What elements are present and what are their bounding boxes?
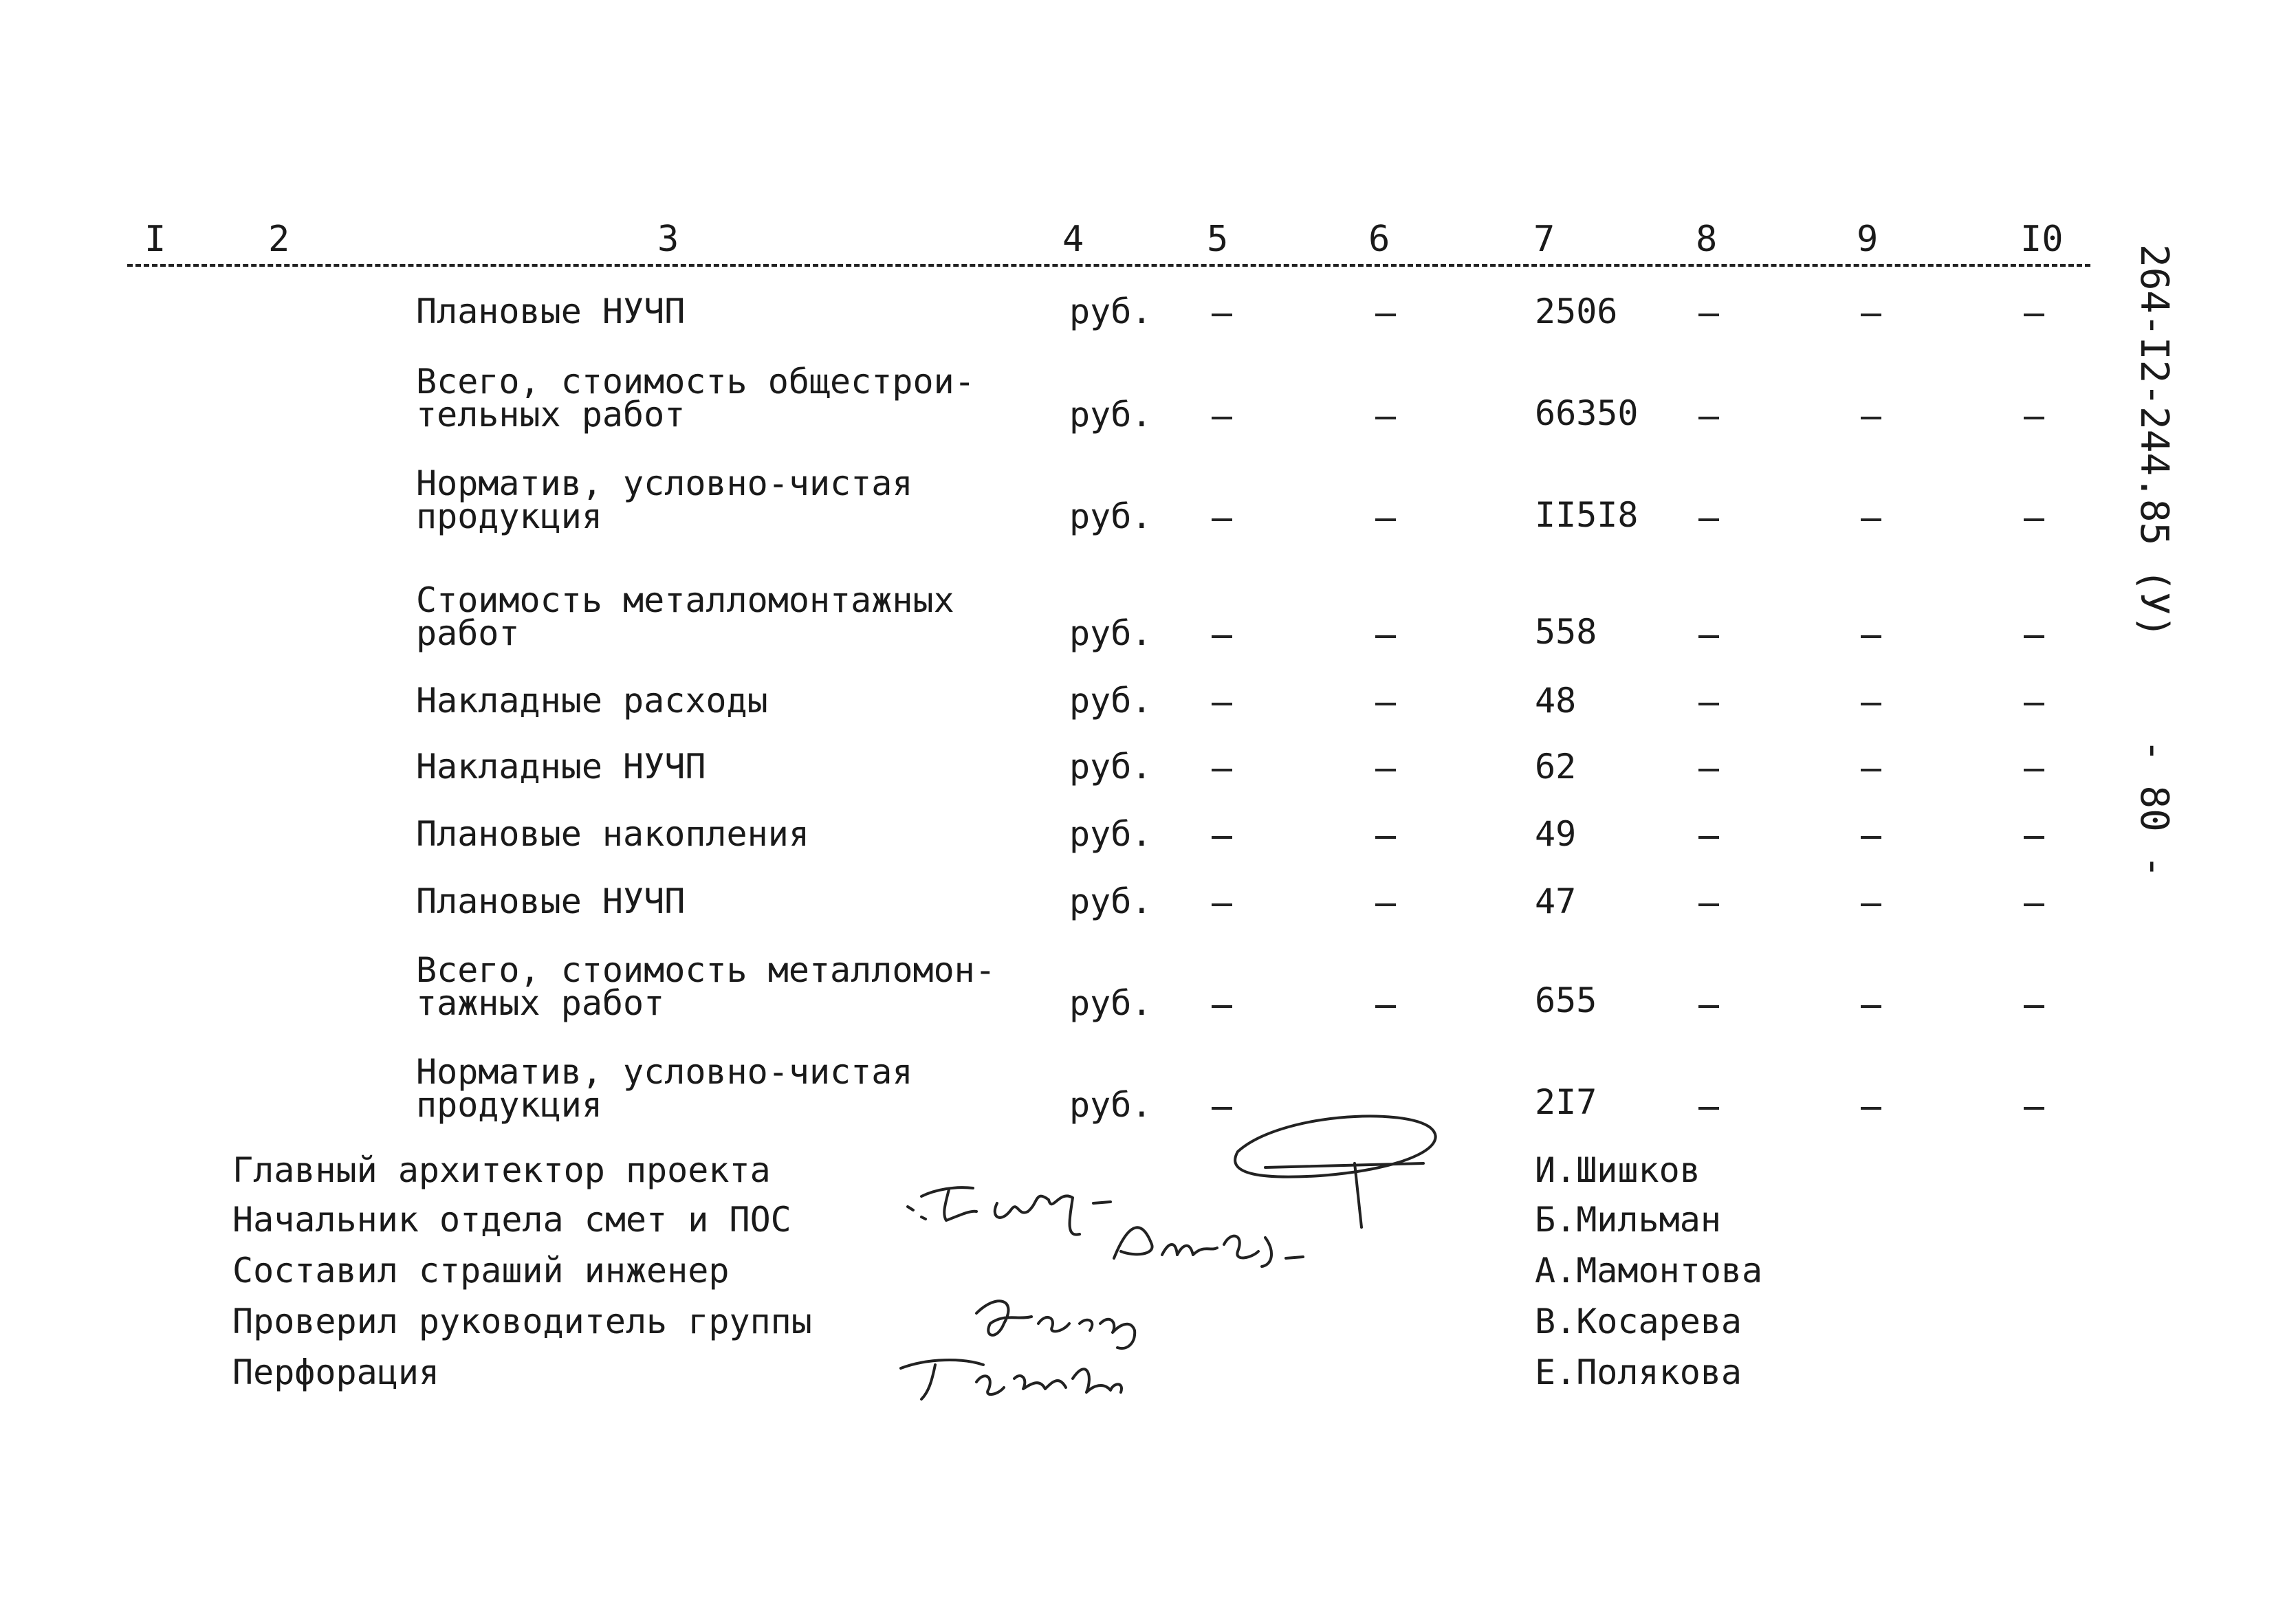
cell-dash [1861, 836, 1881, 839]
signature-3 [976, 1301, 1135, 1348]
cell-dash [1861, 1107, 1881, 1110]
col-num-7: 7 [1533, 219, 1555, 260]
cell-dash [2024, 518, 2044, 521]
cell-dash [2024, 703, 2044, 705]
cell-dash [2024, 635, 2044, 638]
row-name-line: Всего, стоимость металломон- [416, 950, 996, 990]
cell-dash [1212, 1005, 1232, 1008]
cell-dash [1212, 635, 1232, 638]
row-value: 655 [1535, 980, 1597, 1020]
row-unit: руб. [1069, 881, 1152, 921]
row-name-line: Плановые накопления [416, 814, 809, 854]
col-num-5: 5 [1207, 219, 1229, 260]
row-value: 2506 [1535, 292, 1618, 331]
signature-2 [1114, 1227, 1303, 1266]
row-value: 48 [1535, 681, 1577, 721]
approval-name: Б.Мильман [1535, 1200, 1721, 1240]
row-value: 558 [1535, 612, 1597, 652]
col-num-9: 9 [1857, 219, 1879, 260]
cell-dash [1698, 1107, 1719, 1110]
cell-dash [1212, 314, 1232, 316]
approval-name: А.Мамонтова [1535, 1251, 1763, 1291]
cell-dash [1375, 769, 1396, 771]
approval-name: И.Шишков [1535, 1150, 1701, 1190]
row-name-line: тажных работ [416, 983, 665, 1023]
cell-dash [1861, 703, 1881, 705]
cell-dash [1375, 703, 1396, 705]
row-value: II5I8 [1535, 495, 1639, 535]
cell-dash [1375, 903, 1396, 906]
cell-dash [2024, 1107, 2044, 1110]
col-num-8: 8 [1696, 219, 1718, 260]
document-code: 264-I2-244.85 (У) [2132, 244, 2176, 639]
row-name-line: Накладные расходы [416, 681, 768, 721]
cell-dash [2024, 836, 2044, 839]
approval-role: Начальник отдела смет и ПОС [232, 1200, 791, 1240]
cell-dash [1861, 903, 1881, 906]
cell-dash [1375, 518, 1396, 521]
approval-role: Главный архитектор проекта [232, 1150, 771, 1190]
cell-dash [1698, 518, 1719, 521]
row-value: 66350 [1535, 393, 1639, 433]
cell-dash [2024, 314, 2044, 316]
cell-dash [1212, 703, 1232, 705]
row-unit: руб. [1069, 747, 1152, 787]
cell-dash [1212, 417, 1232, 419]
signature-1-dots [908, 1207, 926, 1219]
signature-t-stem [1355, 1163, 1362, 1227]
row-name-line: работ [416, 613, 520, 653]
row-unit: руб. [1069, 1085, 1152, 1125]
cell-dash [1212, 836, 1232, 839]
page-number: - 80 - [2132, 739, 2176, 879]
cell-dash [1861, 1005, 1881, 1008]
cell-dash [1698, 1005, 1719, 1008]
row-value: 47 [1535, 881, 1577, 921]
row-name-line: Норматив, условно-чистая [416, 463, 913, 503]
signature-4 [901, 1360, 1122, 1399]
row-name-line: тельных работ [416, 395, 686, 435]
row-name-line: продукция [416, 496, 602, 536]
row-name-line: Плановые НУЧП [416, 292, 686, 331]
cell-dash [1861, 518, 1881, 521]
row-unit: руб. [1069, 983, 1152, 1023]
col-num-6: 6 [1368, 219, 1390, 260]
approval-role: Перфорация [232, 1352, 440, 1392]
cell-dash [1375, 635, 1396, 638]
header-rule [127, 264, 2090, 267]
approval-name: В.Косарева [1535, 1302, 1742, 1341]
cell-dash [1698, 417, 1719, 419]
col-num-3: 3 [657, 219, 679, 260]
col-num-10: I0 [2020, 219, 2064, 260]
cell-dash [2024, 769, 2044, 771]
cell-dash [2024, 903, 2044, 906]
row-unit: руб. [1069, 496, 1152, 536]
cell-dash [2024, 417, 2044, 419]
signature-t-bar [1265, 1163, 1423, 1167]
row-name-line: Накладные НУЧП [416, 747, 706, 787]
cell-dash [1861, 769, 1881, 771]
approval-role: Проверил руководитель группы [232, 1302, 812, 1341]
cell-dash [1212, 769, 1232, 771]
cell-dash [1698, 836, 1719, 839]
cell-dash [1375, 417, 1396, 419]
cell-dash [1212, 903, 1232, 906]
row-unit: руб. [1069, 613, 1152, 653]
row-name-line: Норматив, условно-чистая [416, 1052, 913, 1092]
signature-1 [921, 1187, 1111, 1235]
approval-role: Составил страший инженер [232, 1251, 730, 1291]
row-unit: руб. [1069, 292, 1152, 331]
cell-dash [1375, 836, 1396, 839]
row-unit: руб. [1069, 395, 1152, 435]
col-num-1: I [144, 219, 166, 260]
cell-dash [1861, 314, 1881, 316]
row-unit: руб. [1069, 681, 1152, 721]
cell-dash [1861, 635, 1881, 638]
cell-dash [1698, 903, 1719, 906]
cell-dash [1698, 314, 1719, 316]
cell-dash [1698, 769, 1719, 771]
cell-dash [1698, 635, 1719, 638]
row-name-line: Плановые НУЧП [416, 881, 686, 921]
row-name-line: Стоимость металломонтажных [416, 580, 954, 620]
cell-dash [2024, 1005, 2044, 1008]
row-value: 2I7 [1535, 1082, 1597, 1122]
cell-dash [1375, 1005, 1396, 1008]
cell-dash [1698, 703, 1719, 705]
row-unit: руб. [1069, 814, 1152, 854]
handwritten-signatures [880, 1086, 1499, 1416]
row-value: 49 [1535, 814, 1577, 854]
col-num-4: 4 [1062, 219, 1084, 260]
cell-dash [1212, 518, 1232, 521]
col-num-2: 2 [268, 219, 290, 260]
row-name-line: Всего, стоимость общестрои- [416, 362, 975, 402]
row-name-line: продукция [416, 1085, 602, 1125]
row-value: 62 [1535, 747, 1577, 787]
cell-dash [1375, 314, 1396, 316]
approval-name: Е.Полякова [1535, 1352, 1742, 1392]
cell-dash [1861, 417, 1881, 419]
